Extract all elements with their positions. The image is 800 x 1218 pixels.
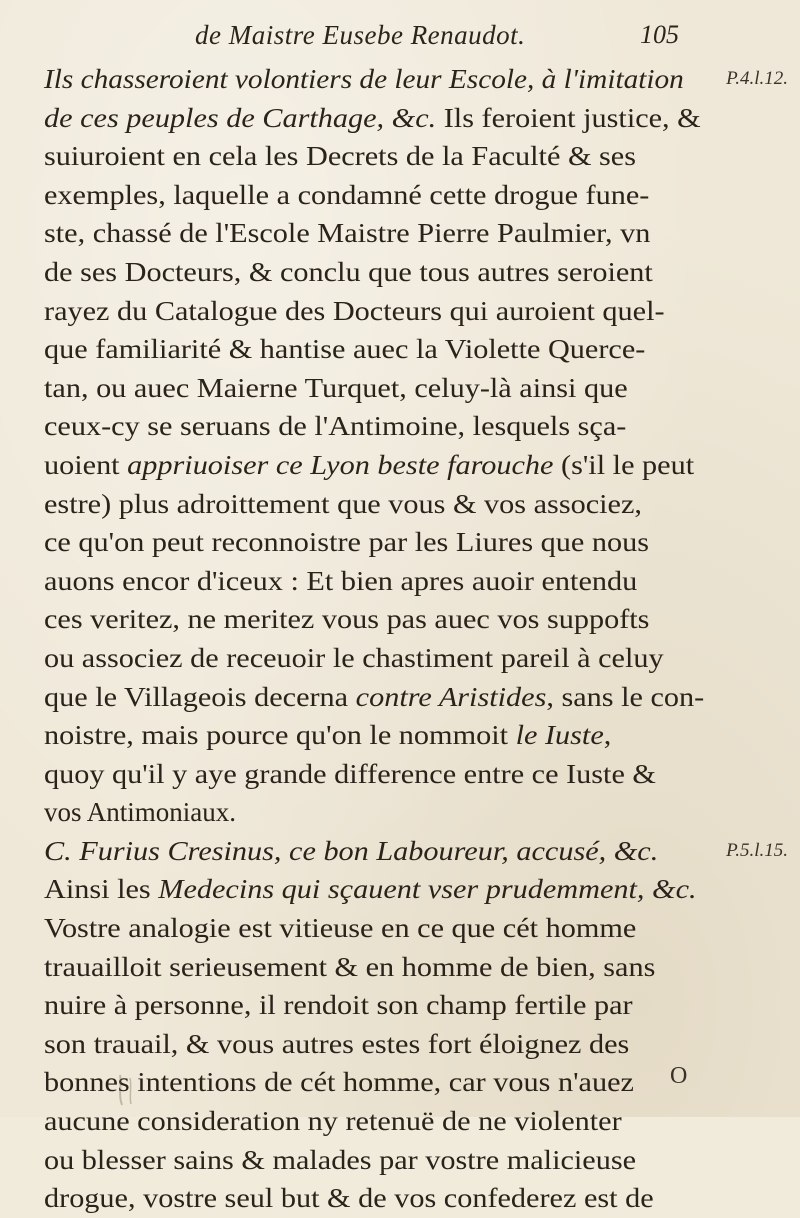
text-line-content: quoy qu'il y aye grande difference entre ce Iuste &: [44, 758, 656, 789]
text-line: [44, 562, 794, 601]
text-line-content: ceux-cy se seruans de l'Antimoine, lesquels sça-: [44, 411, 627, 442]
text-line-content: de ces peuples de Carthage, &c. Ils feroient justice, &: [44, 102, 701, 133]
text-line-content: ou associez de receuoir le chastiment pareil à celuy: [44, 642, 664, 673]
text-line-content: tan, ou auec Maierne Turquet, celuy-là ainsi que: [44, 372, 628, 403]
text-line: [44, 870, 794, 909]
signature-mark: O: [670, 1063, 688, 1089]
text-line-content: nuire à personne, il rendoit son champ fertile par: [44, 990, 633, 1021]
text-line: [44, 292, 794, 331]
text-line-content: drogue, vostre seul but & de vos confederez est de: [44, 1183, 654, 1214]
text-line-content: C. Furius Cresinus, ce bon Laboureur, accusé, &c.: [44, 835, 659, 866]
text-line: [44, 253, 794, 292]
margin-reference-note: P.5.l.15.: [726, 839, 788, 861]
text-line: [44, 600, 794, 639]
text-line-content: vos Antimoniaux.: [44, 797, 237, 828]
text-line-content: ces veritez, ne meritez vous pas auec vos suppofts: [44, 604, 650, 635]
text-line: [44, 639, 794, 678]
text-line-content: aucune consideration ny retenuë de ne violenter: [44, 1106, 622, 1137]
text-line: [44, 330, 794, 369]
text-line: [44, 755, 794, 794]
text-line-content: ou blesser sains & malades par vostre malicieuse: [44, 1144, 637, 1175]
text-line-content: ce qu'on peut reconnoistre par les Liures que nous: [44, 527, 650, 558]
text-line-content: que familiarité & hantise auec la Violette Querce-: [44, 334, 646, 365]
text-line-content: Vostre analogie est vitieuse en ce que cét homme: [44, 913, 637, 944]
text-line: [44, 60, 794, 99]
text-line-content: uoient appriuoiser ce Lyon beste farouche (s'il le peut: [44, 449, 695, 480]
text-line: [44, 176, 794, 215]
page-number: 105: [640, 20, 679, 49]
text-line: [44, 948, 794, 987]
text-line-content: auons encor d'iceux : Et bien apres auoir entendu: [44, 565, 638, 596]
text-line: [44, 1025, 794, 1064]
text-line-content: trauailloit serieusement & en homme de bien, sans: [44, 951, 656, 982]
text-line-content: bonnes intentions de cét homme, car vous n'auez: [44, 1067, 634, 1098]
text-line-content: ste, chassé de l'Escole Maistre Pierre Paulmier, vn: [44, 218, 651, 249]
text-line-content: suiuroient en cela les Decrets de la Faculté & ses: [44, 141, 636, 172]
text-line-content: noistre, mais pource qu'on le nommoit le Iuste,: [44, 720, 612, 751]
text-line-content: rayez du Catalogue des Docteurs qui auroient quel-: [44, 295, 665, 326]
text-line: [44, 793, 794, 832]
text-line-content: Ils chasseroient volontiers de leur Escole, à l'imitation: [44, 64, 684, 94]
text-line: [44, 716, 794, 755]
text-line: [44, 99, 794, 138]
text-line-content: de ses Docteurs, & conclu que tous autres seroient: [44, 256, 653, 287]
text-line-content: son trauail, & vous autres estes fort éloignez des: [44, 1028, 630, 1059]
ink-bleed-mark: [110, 1070, 150, 1110]
text-line: [44, 832, 794, 871]
text-line: [44, 986, 794, 1025]
text-line: [44, 523, 794, 562]
text-line: [44, 214, 794, 253]
margin-reference-note: P.4.l.12.: [726, 68, 788, 89]
running-head: de Maistre Eusebe Renaudot.: [195, 20, 526, 50]
text-line: [44, 1179, 794, 1218]
text-line: [44, 1102, 794, 1141]
text-line: [44, 369, 794, 408]
text-line-content: que le Villageois decerna contre Aristides, sans le con-: [44, 681, 705, 712]
body-text: [44, 60, 794, 1218]
text-line-content: estre) plus adroittement que vous & vos associez,: [44, 488, 642, 519]
text-line: [44, 485, 794, 524]
text-line: [44, 678, 794, 717]
text-line: [44, 407, 794, 446]
text-line: [44, 137, 794, 176]
text-line-content: Ainsi les Medecins qui sçauent vser prudemment, &c.: [44, 874, 697, 905]
text-line: [44, 446, 794, 485]
text-line: [44, 909, 794, 948]
text-line-content: exemples, laquelle a condamné cette drogue fune-: [44, 179, 650, 210]
text-line: [44, 1141, 794, 1180]
page-header: [0, 18, 800, 58]
